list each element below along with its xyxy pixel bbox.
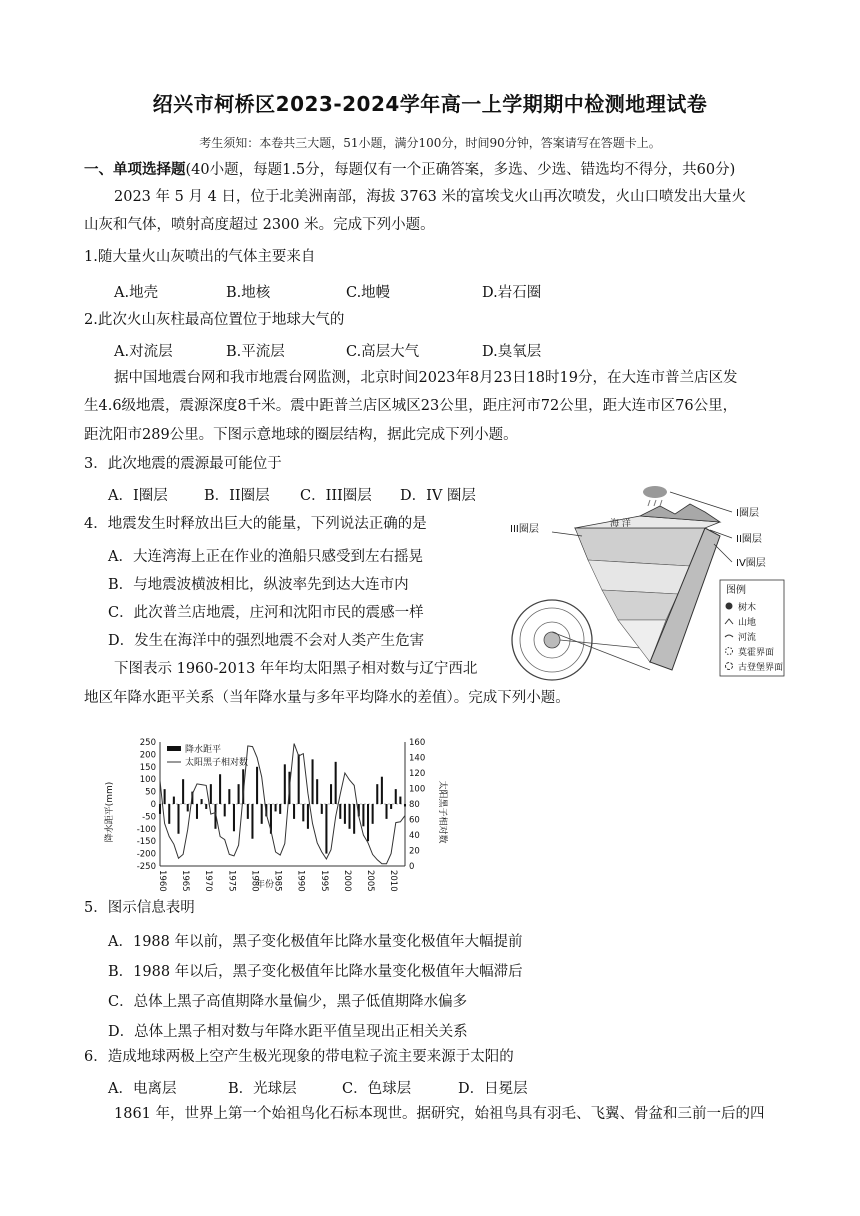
y2-axis-title: 太阳黑子相对数 bbox=[437, 780, 447, 844]
answer-option: B．II圈层 bbox=[204, 488, 270, 504]
precip-bar bbox=[395, 789, 397, 804]
precip-bar bbox=[302, 804, 304, 821]
y2-tick-label: 100 bbox=[409, 784, 426, 795]
y2-tick-label: 160 bbox=[409, 738, 426, 748]
precip-bar bbox=[228, 789, 230, 804]
answer-option: D．日冕层 bbox=[458, 1081, 528, 1097]
passage-line: 地区年降水距平关系（当年降水量与多年平均降水的差值）。完成下列小题。 bbox=[84, 690, 570, 706]
answer-option: D.岩石圈 bbox=[482, 285, 542, 301]
y2-tick-label: 80 bbox=[409, 800, 420, 810]
precip-bar bbox=[182, 779, 184, 804]
question-stem: 1.随大量火山灰喷出的气体主要来自 bbox=[84, 249, 316, 265]
y2-tick-label: 120 bbox=[409, 769, 426, 779]
legend-item: 莫霍界面 bbox=[738, 648, 775, 658]
y-tick-label: -50 bbox=[142, 812, 156, 823]
precip-bar bbox=[159, 804, 161, 814]
page-title: 绍兴市柯桥区2023-2024学年高一上学期期中检测地理试卷 bbox=[152, 92, 708, 116]
precip-bar bbox=[330, 784, 332, 804]
precip-bar bbox=[321, 804, 323, 814]
section-title: 一、单项选择题 bbox=[84, 161, 186, 178]
precip-bar bbox=[210, 784, 212, 804]
precip-bar bbox=[187, 804, 189, 811]
y-tick-label: -200 bbox=[136, 849, 156, 860]
x-tick-label: 2000 bbox=[341, 870, 352, 892]
precip-bar bbox=[335, 762, 337, 804]
y-tick-label: -100 bbox=[136, 824, 156, 835]
exam-notice: 考生须知：本卷共三大题，51小题，满分100分，时间90分钟，答案请写在答题卡上。 bbox=[199, 136, 661, 150]
ocean-label: 海 洋 bbox=[610, 519, 631, 529]
x-tick-label: 1970 bbox=[203, 870, 214, 892]
legend-item: 古登堡界面 bbox=[738, 663, 784, 673]
x-tick-label: 1995 bbox=[318, 870, 329, 892]
precip-bar bbox=[196, 804, 198, 819]
legend-label: 太阳黑子相对数 bbox=[185, 758, 249, 768]
precip-bar bbox=[325, 804, 327, 854]
precip-bar bbox=[298, 754, 300, 804]
x-tick-label: 1975 bbox=[226, 870, 237, 892]
x-tick-label: 1965 bbox=[180, 870, 191, 892]
x-tick-label: 2010 bbox=[388, 870, 399, 892]
y-tick-label: 200 bbox=[139, 750, 156, 761]
y2-tick-label: 140 bbox=[409, 753, 426, 764]
answer-option: A.对流层 bbox=[114, 344, 173, 360]
precip-bar bbox=[219, 774, 221, 804]
passage-line: 距沈阳市289公里。下图示意地球的圈层结构，据此完成下列小题。 bbox=[84, 427, 518, 443]
layer-label: II圈层 bbox=[736, 534, 762, 545]
precip-bar bbox=[307, 804, 309, 829]
question-stem: 4．地震发生时释放出巨大的能量，下列说法正确的是 bbox=[84, 516, 427, 532]
precip-bar bbox=[312, 759, 314, 804]
passage-line: 下图表示 1960-2013 年年均太阳黑子相对数与辽宁西北 bbox=[114, 661, 478, 677]
answer-option: C．此次普兰店地震，庄河和沈阳市民的震感一样 bbox=[108, 605, 424, 621]
answer-option: B．与地震波横波相比，纵波率先到达大连市内 bbox=[108, 577, 409, 593]
question-stem: 6．造成地球两极上空产生极光现象的带电粒子流主要来源于太阳的 bbox=[84, 1049, 514, 1065]
answer-option: A．电离层 bbox=[108, 1081, 177, 1097]
y-tick-label: -150 bbox=[136, 837, 156, 848]
x-tick-label: 1960 bbox=[157, 870, 167, 892]
precip-bar bbox=[164, 789, 166, 804]
answer-option: A．1988 年以前，黑子变化极值年比降水量变化极值年大幅提前 bbox=[108, 934, 523, 950]
legend-item: 河流 bbox=[738, 633, 757, 643]
precip-bar bbox=[390, 804, 392, 809]
answer-option: B．光球层 bbox=[228, 1081, 297, 1097]
passage-line: 1861 年，世界上第一个始祖鸟化石标本现世。据研究，始祖鸟具有羽毛、飞翼、骨盆和三前一后的四 bbox=[114, 1106, 765, 1122]
precip-bar bbox=[316, 779, 318, 804]
question-stem: 2.此次火山灰柱最高位置位于地球大气的 bbox=[84, 312, 345, 328]
precip-bar bbox=[344, 804, 346, 824]
x-tick-label: 1990 bbox=[295, 870, 306, 892]
precip-bar bbox=[261, 804, 263, 824]
precip-bar bbox=[284, 764, 286, 804]
precip-bar bbox=[168, 804, 170, 824]
precip-bar bbox=[177, 804, 179, 834]
precip-bar bbox=[293, 804, 295, 819]
answer-option: D．发生在海洋中的强烈地震不会对人类产生危害 bbox=[108, 633, 425, 649]
answer-option: D．总体上黑子相对数与年降水距平值呈现出正相关关系 bbox=[108, 1024, 468, 1040]
x-tick-label: 1980 bbox=[249, 870, 260, 892]
precip-bar bbox=[279, 804, 281, 814]
precip-bar bbox=[233, 804, 235, 831]
tree-icon bbox=[726, 603, 733, 610]
x-tick-label: 2005 bbox=[365, 870, 376, 892]
chart-legend bbox=[167, 743, 248, 768]
answer-option: B．1988 年以后，黑子变化极值年比降水量变化极值年大幅滞后 bbox=[108, 964, 523, 980]
layer-label: I圈层 bbox=[736, 508, 759, 519]
precip-bar bbox=[404, 804, 406, 806]
answer-option: C．色球层 bbox=[342, 1081, 412, 1097]
precip-bar bbox=[362, 804, 364, 826]
passage-line: 山灰和气体，喷射高度超过 2300 米。完成下列小题。 bbox=[84, 217, 435, 233]
y-tick-label: -250 bbox=[136, 862, 156, 872]
legend-title: 图例 bbox=[726, 585, 746, 596]
y2-tick-label: 60 bbox=[409, 815, 420, 826]
passage-line: 生4.6级地震，震源深度8千米。震中距普兰店区城区23公里，距庄河市72公里，距大连市区76公里， bbox=[84, 398, 738, 414]
answer-option: C．总体上黑子高值期降水量偏少，黑子低值期降水偏多 bbox=[108, 994, 468, 1010]
x-tick-label: 1985 bbox=[272, 870, 283, 892]
answer-option: A.地壳 bbox=[114, 285, 159, 301]
y-tick-label: 100 bbox=[139, 775, 156, 786]
layer-label: III圈层 bbox=[510, 524, 539, 535]
y-tick-label: 50 bbox=[145, 787, 156, 798]
legend-label: 降水距平 bbox=[185, 745, 222, 755]
legend-item: 山地 bbox=[738, 618, 757, 628]
answer-option: B.地核 bbox=[226, 285, 271, 301]
precip-bar bbox=[353, 804, 355, 834]
legend-item: 树木 bbox=[738, 603, 757, 613]
passage-line: 2023 年 5 月 4 日，位于北美洲南部，海拔 3763 米的富埃戈火山再次喷发，火山口喷发出大量火 bbox=[114, 189, 747, 205]
precip-bar bbox=[275, 804, 277, 811]
sunspot-precipitation-chart bbox=[100, 732, 445, 890]
precip-bar bbox=[367, 804, 369, 841]
passage-line: 据中国地震台网和我市地震台网监测，北京时间2023年8月23日18时19分，在大连市普兰店区发 bbox=[114, 370, 738, 386]
precip-bar bbox=[251, 804, 253, 839]
y-axis-title: 降水距平(mm) bbox=[105, 781, 115, 843]
precip-bar bbox=[224, 804, 226, 816]
y-tick-label: 0 bbox=[150, 800, 156, 810]
y-tick-label: 250 bbox=[139, 738, 156, 748]
answer-option: D．IV 圈层 bbox=[400, 488, 476, 504]
answer-option: A．大连湾海上正在作业的渔船只感受到左右摇晃 bbox=[108, 549, 423, 565]
question-stem: 3．此次地震的震源最可能位于 bbox=[84, 456, 282, 472]
earth-layer-diagram bbox=[500, 480, 790, 680]
x-axis-title: 年份 bbox=[255, 880, 275, 890]
y2-tick-label: 0 bbox=[409, 862, 415, 872]
precip-bar bbox=[173, 797, 175, 804]
cloud-icon bbox=[643, 486, 667, 506]
earth-wedge bbox=[575, 504, 720, 670]
y-tick-label: 150 bbox=[139, 762, 156, 773]
precip-bar bbox=[201, 799, 203, 804]
precip-bar bbox=[339, 804, 341, 819]
section-heading bbox=[84, 160, 735, 180]
answer-option: A．I圈层 bbox=[108, 488, 168, 504]
section-desc: (40小题，每题1.5分，每题仅有一个正确答案，多选、少选、错选均不得分，共60分) bbox=[185, 162, 736, 178]
answer-option: D.臭氧层 bbox=[482, 344, 542, 360]
answer-option: C.高层大气 bbox=[346, 344, 420, 360]
answer-option: C．III圈层 bbox=[300, 488, 372, 504]
answer-option: B.平流层 bbox=[226, 344, 285, 360]
legend-swatch-bar bbox=[167, 746, 181, 751]
y2-tick-label: 20 bbox=[409, 846, 420, 857]
diagram-legend bbox=[720, 580, 784, 676]
precip-bar bbox=[376, 784, 378, 804]
y2-tick-label: 40 bbox=[409, 831, 420, 841]
layer-label: IV圈层 bbox=[736, 558, 766, 569]
precip-bar bbox=[247, 804, 249, 819]
precip-bar bbox=[238, 784, 240, 804]
precip-bar bbox=[399, 797, 401, 804]
precip-bar bbox=[381, 777, 383, 804]
precip-bar bbox=[349, 804, 351, 829]
precip-bar bbox=[205, 804, 207, 809]
precip-bar bbox=[372, 804, 374, 824]
question-stem: 5．图示信息表明 bbox=[84, 900, 195, 916]
answer-option: C.地幔 bbox=[346, 285, 391, 301]
precip-bar bbox=[256, 767, 258, 804]
precip-bar bbox=[385, 804, 387, 819]
